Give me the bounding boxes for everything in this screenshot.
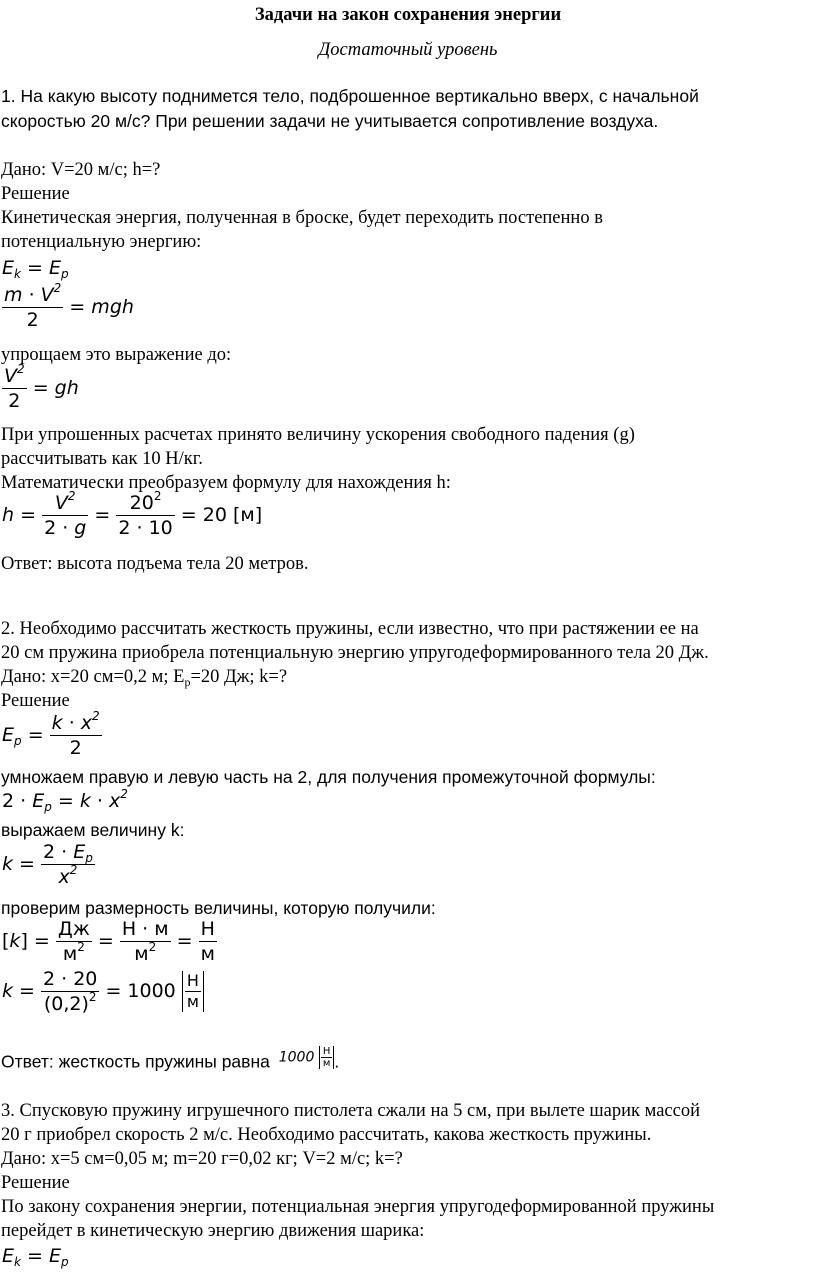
formula-ek-equals-ep: $E_k = E_p$ <box>2 257 69 281</box>
task3-text-law-line1: По закону сохранения энергии, потенциальная энергия упругодеформированной пружины <box>1 1197 715 1217</box>
formula-double-ep: $2 \cdot E_p = k \cdot x^2$ <box>2 787 128 814</box>
task2-solution-heading: Решение <box>1 691 70 711</box>
task2-statement-line1: 2. Необходимо рассчитать жесткость пружины, если известно, что при растяжении ее на <box>1 619 699 639</box>
task1-solution-heading: Решение <box>1 184 70 204</box>
task1-statement-line1: 1. На какую высоту поднимется тело, подброшенное вертикально вверх, с начальной <box>1 86 699 106</box>
task3-statement-line1: 3. Спусковую пружину игрушечного пистолета сжали на 5 см, при вылете шарик массой <box>1 1101 701 1121</box>
task1-text-math: Математически преобразуем формулу для нахождения h: <box>1 473 451 493</box>
task2-given: Дано: x=20 см=0,2 м; $E_p=20$ Дж; k=? <box>1 667 288 689</box>
task1-text-g-line2: рассчитывать как 10 Н/кг. <box>1 449 203 469</box>
formula-ek-equals-ep-2: $E_k = E_p$ <box>2 1245 69 1269</box>
formula-height: h = $\frac{V^2}{2 \cdot g}$ = $\frac{20^2}{2 \cdot 10}$ = 20 [м] <box>2 489 263 539</box>
task1-text-g-line1: При упрошенных расчетах принято величину ускорения свободного падения (g) <box>1 425 635 445</box>
formula-answer-value: 1000 $\frac{Н}{м}$ <box>279 1046 335 1069</box>
task1-given: Дано: V=20 м/с; h=? <box>1 160 161 180</box>
task1-text-kinetic-line1: Кинетическая энергия, полученная в броске, будет переходить постепенно в <box>1 208 603 228</box>
task2-answer: Ответ: жесткость пружины равна 1000 $\frac{Н}{м}$ . <box>1 1046 340 1072</box>
task1-answer: Ответ: высота подъема тела 20 метров. <box>1 554 309 574</box>
formula-k-expression: k = $\frac{2 \cdot E_p}{x^2}$ <box>2 841 93 888</box>
formula-simplified: $\frac{V^2}{2}$ = gh <box>4 362 79 412</box>
document-title: Задачи на закон сохранения энергии <box>254 5 562 25</box>
task3-given: Дано: x=5 см=0,05 м; m=20 г=0,02 кг; V=2 м/с; k=? <box>1 1149 403 1169</box>
task1-text-simplify: упрощаем это выражение до: <box>1 345 232 365</box>
task1-statement-line2: скоростью 20 м/с? При решении задачи не учитывается сопротивление воздуха. <box>1 111 659 131</box>
task2-text-check-units: проверим размерность величины, которую получили: <box>1 898 436 918</box>
task2-text-multiply: умножаем правую и левую часть на 2, для получения промежуточной формулы: <box>1 767 656 787</box>
task3-solution-heading: Решение <box>1 1173 70 1193</box>
formula-energy-balance: $\frac{m \cdot V^2}{2}$ = mgh <box>4 281 134 331</box>
task2-text-express-k: выражаем величину k: <box>1 820 185 840</box>
task3-text-law-line2: перейдет в кинетическую энергию движения шарика: <box>1 1221 425 1241</box>
formula-units: [k] = $\frac{Дж}{м^2}$ = $\frac{Н \cdot м}{м^2}$ = $\frac{Н}{м}$ <box>2 918 215 965</box>
task3-statement-line2: 20 г приобрел скорость 2 м/с. Необходимо рассчитать, какова жесткость пружины. <box>1 1125 652 1145</box>
task2-statement-line2: 20 см пружина приобрела потенциальную энергию упругодеформированного тела 20 Дж. <box>1 643 709 663</box>
formula-k-value: k = $\frac{2 \cdot 20}{(0,2)^2}$ = 1000 $\frac{Н}{м}$ <box>2 967 204 1016</box>
document-subtitle: Достаточный уровень <box>318 40 498 60</box>
formula-ep-definition: $E_p$ = $\frac{k \cdot x^2}{2}$ <box>2 709 100 759</box>
task1-text-kinetic-line2: потенциальную энергию: <box>1 232 202 252</box>
